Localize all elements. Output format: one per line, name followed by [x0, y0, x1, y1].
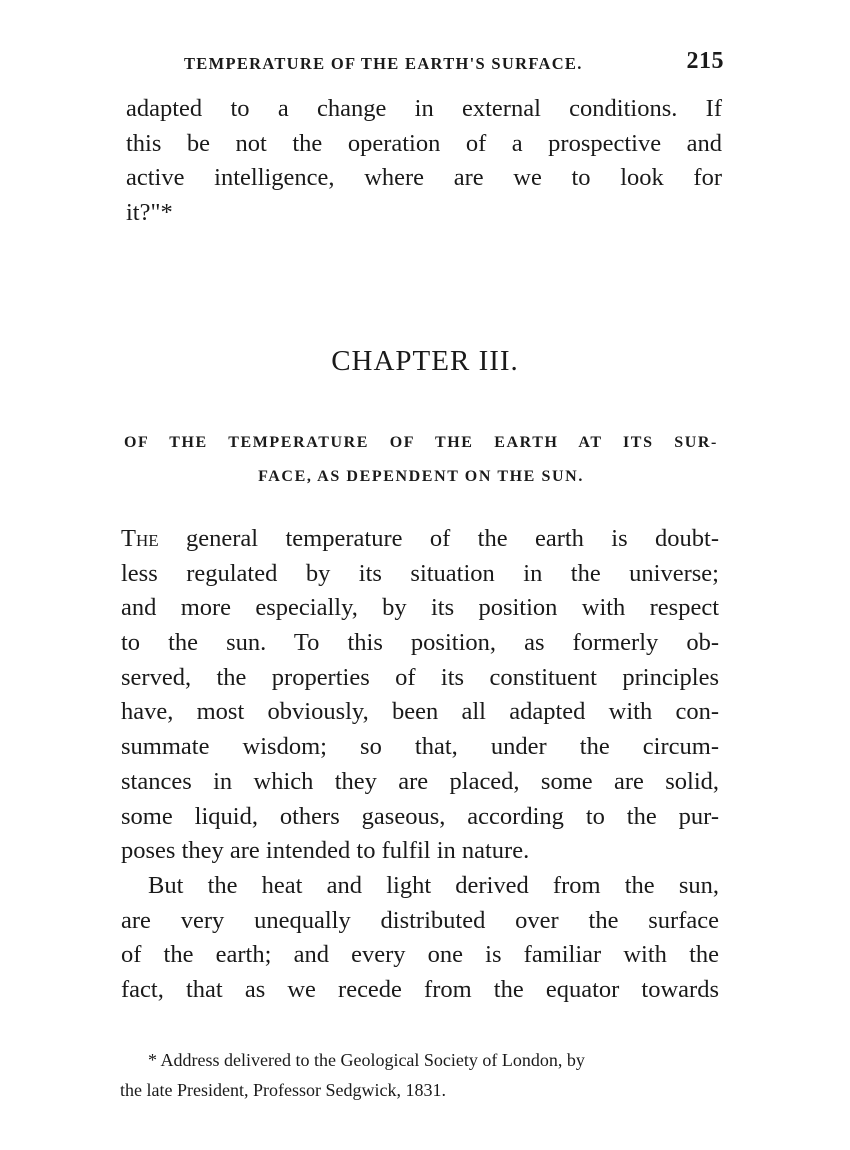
- running-head: [124, 48, 724, 78]
- text-line: to the sun. To this position, as formerly ob-: [121, 629, 719, 657]
- text-line: of the earth; and every one is familiar with the: [121, 941, 719, 969]
- text-line: But the heat and light derived from the sun,: [148, 872, 719, 899]
- footnote: [120, 1045, 720, 1105]
- chapter-subtitle-line: OF THE TEMPERATURE OF THE EARTH AT ITS SUR-: [124, 434, 718, 451]
- body-paragraph-1: [121, 522, 719, 869]
- text-line: this be not the operation of a prospective and: [126, 129, 722, 157]
- text-line: adapted to a change in external conditions. If: [126, 95, 722, 122]
- text-line: active intelligence, where are we to look for: [126, 164, 722, 192]
- chapter-title: CHAPTER III.: [331, 345, 519, 377]
- text-line: summate wisdom; so that, under the circum-: [121, 733, 719, 761]
- text-line: poses they are intended to fulfil in nature.: [121, 837, 530, 865]
- text-line: fact, that as we recede from the equator towards: [121, 976, 719, 1004]
- text-line: served, the properties of its constituent principles: [121, 663, 719, 691]
- chapter-subtitle-line: FACE, AS DEPENDENT ON THE SUN.: [258, 468, 584, 485]
- text-line: stances in which they are placed, some are solid,: [121, 767, 719, 795]
- body-paragraph-2: [121, 869, 719, 1008]
- footnote-line: the late President, Professor Sedgwick, 1831.: [120, 1080, 446, 1100]
- running-title: TEMPERATURE OF THE EARTH'S SURFACE.: [184, 54, 583, 73]
- opening-word: The: [121, 525, 159, 552]
- text-line: some liquid, others gaseous, according to the pur-: [121, 802, 719, 830]
- text-line: less regulated by its situation in the universe;: [121, 559, 719, 587]
- text-line: it?"*: [126, 199, 173, 227]
- text-line: have, most obviously, been all adapted with con-: [121, 698, 719, 726]
- text-line: [121, 522, 719, 557]
- text-line: are very unequally distributed over the surface: [121, 906, 719, 934]
- continuation-paragraph: [126, 92, 722, 231]
- footnote-line: * Address delivered to the Geological Society of London, by: [148, 1050, 585, 1070]
- text-fragment: general temperature of the earth is doubt-: [158, 525, 719, 552]
- page-number: 215: [686, 48, 724, 74]
- text-line: and more especially, by its position with respect: [121, 594, 719, 622]
- chapter-subtitle: [124, 426, 718, 494]
